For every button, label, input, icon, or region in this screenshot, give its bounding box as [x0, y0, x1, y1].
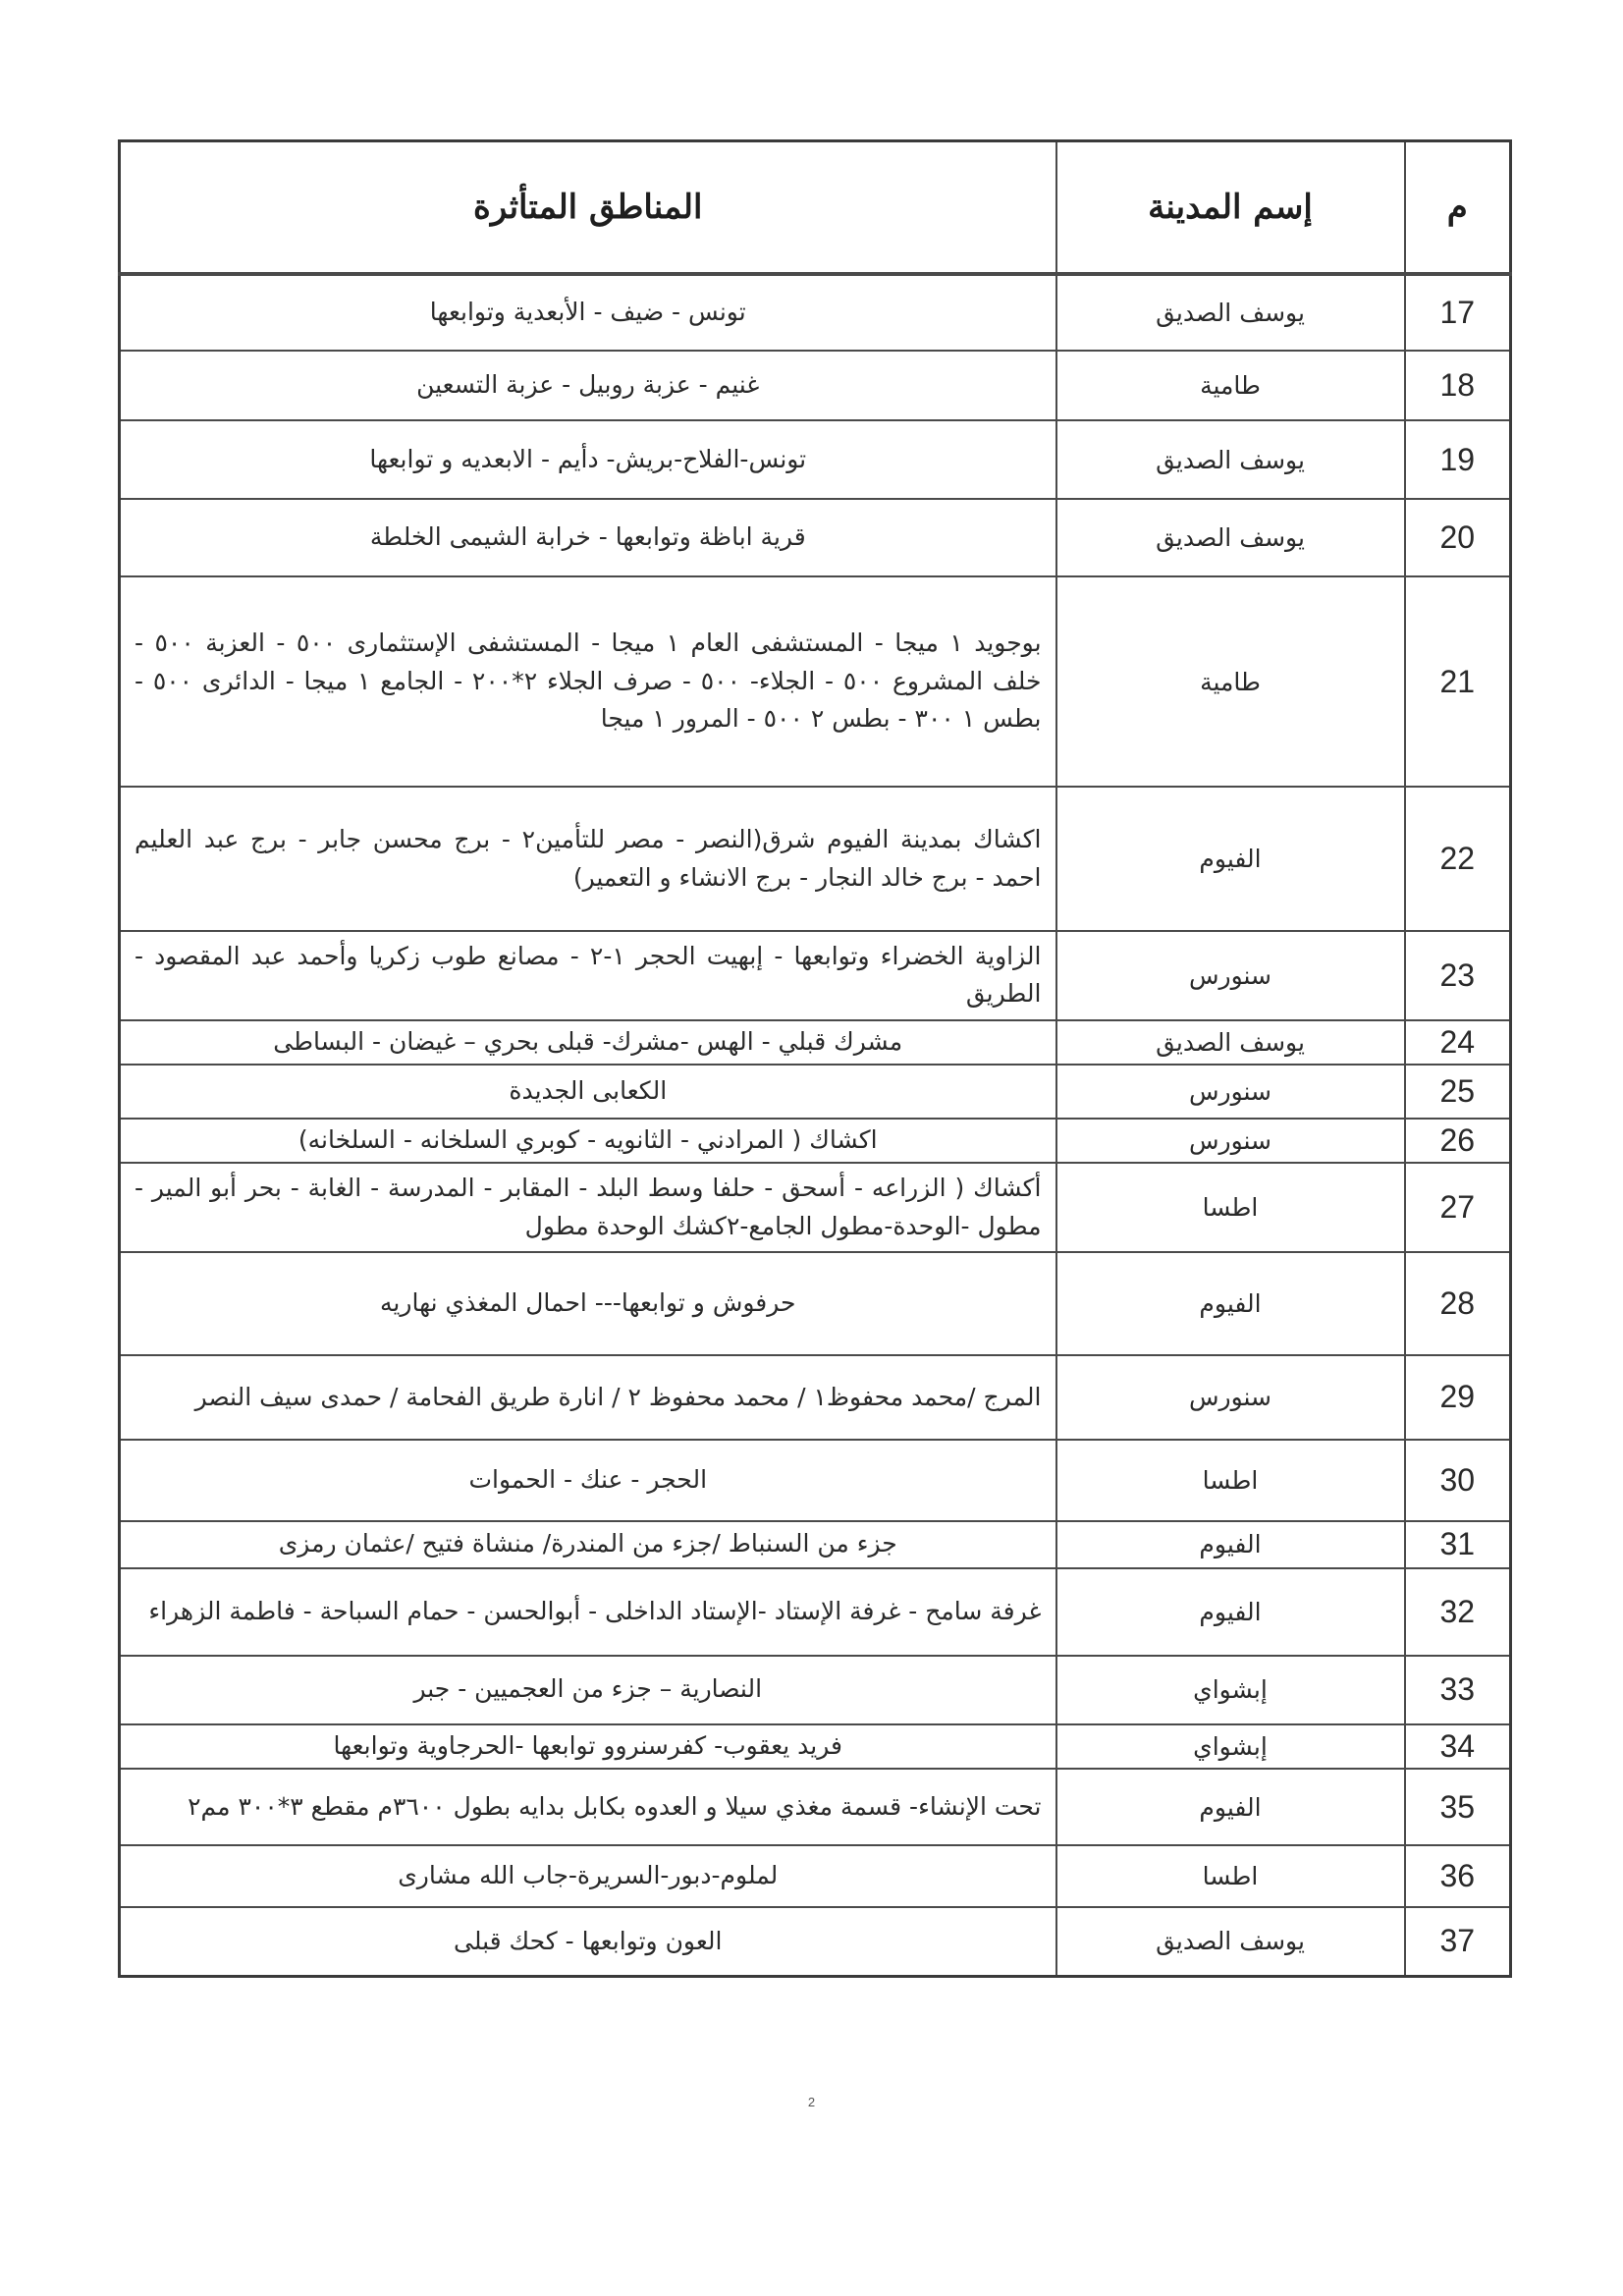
row-city: اطسا — [1056, 1163, 1405, 1252]
row-city: طامية — [1056, 351, 1405, 419]
row-number: 34 — [1405, 1724, 1511, 1769]
row-number: 32 — [1405, 1568, 1511, 1656]
row-number: 35 — [1405, 1769, 1511, 1845]
row-number: 20 — [1405, 499, 1511, 575]
table-row — [120, 1119, 1511, 1163]
row-areas: تونس-الفلاح-بريش- دأيم - الابعديه و توابعها — [120, 420, 1056, 500]
row-areas: اكشاك ( المرادني - الثانويه - كوبري السلخانه - السلخانه) — [120, 1119, 1056, 1163]
row-areas: الحجر - عنك - الحموات — [120, 1440, 1056, 1521]
row-city: يوسف الصديق — [1056, 1020, 1405, 1065]
row-areas: المرج /محمد محفوظ١ / محمد محفوظ ٢ / انارة طريق الفحامة / حمدى سيف النصر — [120, 1355, 1056, 1441]
table-row — [120, 1845, 1511, 1906]
row-city: طامية — [1056, 576, 1405, 787]
table-row — [120, 576, 1511, 787]
row-city: الفيوم — [1056, 1568, 1405, 1656]
row-city: اطسا — [1056, 1440, 1405, 1521]
row-number: 28 — [1405, 1252, 1511, 1355]
row-city: اطسا — [1056, 1845, 1405, 1906]
table-row — [120, 1252, 1511, 1355]
row-number: 23 — [1405, 931, 1511, 1020]
row-areas: قرية اباظة وتوابعها - خرابة الشيمى الخلطة — [120, 499, 1056, 575]
table-row — [120, 274, 1511, 351]
table-row — [120, 1521, 1511, 1568]
row-number: 30 — [1405, 1440, 1511, 1521]
table-row — [120, 351, 1511, 419]
row-areas: لملوم-دبور-السريرة-جاب الله مشارى — [120, 1845, 1056, 1906]
row-city: يوسف الصديق — [1056, 1907, 1405, 1977]
row-number: 25 — [1405, 1065, 1511, 1119]
row-areas: تونس - ضيف - الأبعدية وتوابعها — [120, 274, 1056, 351]
row-city: سنورس — [1056, 931, 1405, 1020]
table-row — [120, 1020, 1511, 1065]
table-row — [120, 1355, 1511, 1441]
row-areas: غنيم - عزبة روبيل - عزبة التسعين — [120, 351, 1056, 419]
row-areas: النصارية – جزء من العجميين - جبر — [120, 1656, 1056, 1724]
row-areas: الكعابى الجديدة — [120, 1065, 1056, 1119]
table-row — [120, 787, 1511, 931]
row-city: سنورس — [1056, 1355, 1405, 1441]
row-city: إبشواي — [1056, 1656, 1405, 1724]
row-number: 36 — [1405, 1845, 1511, 1906]
row-number: 27 — [1405, 1163, 1511, 1252]
header-affected-areas: المناطق المتأثرة — [120, 141, 1056, 275]
row-city: الفيوم — [1056, 1521, 1405, 1568]
affected-areas-table — [118, 139, 1512, 1978]
row-city: الفيوم — [1056, 1769, 1405, 1845]
row-areas: تحت الإنشاء- قسمة مغذي سيلا و العدوه بكابل بدايه بطول ٣٦٠٠م مقطع ٣*٣٠٠ مم٢ — [120, 1769, 1056, 1845]
row-areas: فريد يعقوب- كفرسنروو توابعها -الحرجاوية وتوابعها — [120, 1724, 1056, 1769]
table-row — [120, 420, 1511, 500]
row-city: الفيوم — [1056, 1252, 1405, 1355]
row-number: 31 — [1405, 1521, 1511, 1568]
table-header-row — [120, 141, 1511, 275]
row-areas: اكشاك بمدينة الفيوم شرق(النصر - مصر للتأمين٢ - برج محسن جابر - برج عبد العليم احمد - برج خالد النجار - برج الانشاء و التعمير) — [120, 787, 1056, 931]
row-city: سنورس — [1056, 1065, 1405, 1119]
row-areas: غرفة سامح - غرفة الإستاد -الإستاد الداخلى - أبوالحسن - حمام السباحة - فاطمة الزهراء — [120, 1568, 1056, 1656]
row-number: 29 — [1405, 1355, 1511, 1441]
table-row — [120, 1769, 1511, 1845]
row-areas: أكشاك ( الزراعه - أسحق - حلفا وسط البلد - المقابر - المدرسة - الغابة - بحر أبو المير - مطول -الوحدة-مطول الجامع-٢كشك الوحدة مطول — [120, 1163, 1056, 1252]
row-number: 24 — [1405, 1020, 1511, 1065]
table-row — [120, 1907, 1511, 1977]
page-number: 2 — [807, 2095, 816, 2109]
row-number: 18 — [1405, 351, 1511, 419]
table-row — [120, 1440, 1511, 1521]
table-row — [120, 1163, 1511, 1252]
row-city: يوسف الصديق — [1056, 274, 1405, 351]
row-city: الفيوم — [1056, 787, 1405, 931]
row-number: 26 — [1405, 1119, 1511, 1163]
row-city: يوسف الصديق — [1056, 499, 1405, 575]
table-row — [120, 1656, 1511, 1724]
row-number: 21 — [1405, 576, 1511, 787]
row-areas: حرفوش و توابعها--- احمال المغذي نهاريه — [120, 1252, 1056, 1355]
row-city: سنورس — [1056, 1119, 1405, 1163]
table-row — [120, 1568, 1511, 1656]
row-areas: بوجويد ١ ميجا - المستشفى العام ١ ميجا - المستشفى الإستثمارى ٥٠٠ - العزبة ٥٠٠ - خلف المشروع ٥٠٠ - الجلاء- ٥٠٠ - صرف الجلاء ٢*٢٠٠ - الجامع ١ ميجا - الدائرى ٥٠٠ - بطس ١ ٣٠٠ - بطس ٢ ٥٠٠ - المرور ١ ميجا — [120, 576, 1056, 787]
table-row — [120, 931, 1511, 1020]
row-number: 33 — [1405, 1656, 1511, 1724]
row-areas: العون وتوابعها - كحك قبلى — [120, 1907, 1056, 1977]
header-city-name: إسم المدينة — [1056, 141, 1405, 275]
row-areas: الزاوية الخضراء وتوابعها - إبهيت الحجر ١-٢ - مصانع طوب زكريا وأحمد عبد المقصود - الطريق — [120, 931, 1056, 1020]
row-number: 17 — [1405, 274, 1511, 351]
row-number: 37 — [1405, 1907, 1511, 1977]
table-row — [120, 499, 1511, 575]
row-city: يوسف الصديق — [1056, 420, 1405, 500]
row-city: إبشواي — [1056, 1724, 1405, 1769]
header-number: م — [1405, 141, 1511, 275]
row-number: 19 — [1405, 420, 1511, 500]
table-row — [120, 1065, 1511, 1119]
table-row — [120, 1724, 1511, 1769]
row-areas: مشرك قبلي - الهس -مشرك- قبلى بحري – غيضان - البساطى — [120, 1020, 1056, 1065]
row-areas: جزء من السنباط /جزء من المندرة/ منشاة فتيح /عثمان رمزى — [120, 1521, 1056, 1568]
row-number: 22 — [1405, 787, 1511, 931]
